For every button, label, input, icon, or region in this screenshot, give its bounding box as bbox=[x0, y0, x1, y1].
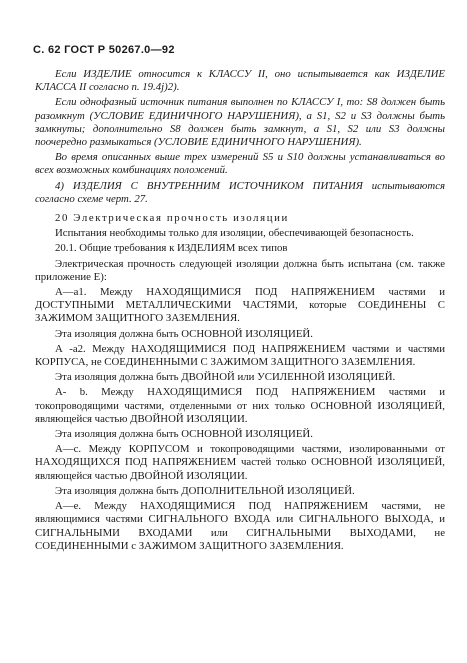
note-basic-insulation-1: Эта изоляция должна быть ОСНОВНОЙ ИЗОЛЯЦИЕЙ. bbox=[55, 327, 313, 340]
note-supplementary: Эта изоляция должна быть ДОПОЛНИТЕЛЬНОЙ ИЗОЛЯЦИЕЙ. bbox=[55, 484, 355, 497]
document-body bbox=[35, 68, 445, 555]
section-heading-20: 20 Электрическая прочность изоляции bbox=[55, 212, 289, 225]
item-a-e: А—е. Между НАХОДЯЩИМИСЯ ПОД НАПРЯЖЕНИЕМ частями, не являющимися частями СИГНАЛЬНОГО ВХОДА или СИГНАЛЬНОГО ВЫХОДА, и СИГНАЛЬНЫМИ ВХОДАМИ или СИГНАЛЬНЫМИ ВЫХОДАМИ, не СОЕДИНЕННЫМИ с ЗАЖИМОМ ЗАЩИТНОГО ЗАЗЕМЛЕНИЯ. bbox=[35, 500, 445, 552]
item-a-a2: А -а2. Между НАХОДЯЩИМИСЯ ПОД НАПРЯЖЕНИЕМ частями и частями КОРПУСА, не СОЕДИНЕННЫМИ С ЗАЖИМОМ ЗАЩИТНОГО ЗАЗЕМЛЕНИЯ. bbox=[35, 342, 445, 369]
note-double-reinforced: Эта изоляция должна быть ДВОЙНОЙ или УСИЛЕННОЙ ИЗОЛЯЦИЕЙ. bbox=[55, 371, 396, 384]
paragraph-three-measurements: Во время описанных выше трех измерений S5 и S10 должны устанавливаться во всех возможных комбинациях положений. bbox=[35, 151, 445, 177]
page-header: С. 62 ГОСТ Р 50267.0—92 bbox=[33, 44, 175, 56]
paragraph-tests-needed: Испытания необходимы только для изоляции, обеспечивающей безопасность. bbox=[55, 227, 414, 240]
paragraph-single-phase-class-i: Если однофазный источник питания выполнен по КЛАССУ I, то: S8 должен быть разомкнут (УСЛОВИЕ ЕДИНИЧНОГО НАРУШЕНИЯ), а S1, S2 и S3 должны быть замкнуты; дополнительно S8 должен быть замкнут, а S1, S2 или S3 должны поочередно размыкаться (УСЛОВИЕ ЕДИНИЧНОГО НАРУШЕНИЯ). bbox=[35, 96, 445, 149]
paragraph-insulation-tested: Электрическая прочность следующей изоляции должна быть испытана (см. также приложение Е): bbox=[35, 257, 445, 283]
item-a-a1: А—а1. Между НАХОДЯЩИМИСЯ ПОД НАПРЯЖЕНИЕМ частями и ДОСТУПНЫМИ МЕТАЛЛИЧЕСКИМИ ЧАСТЯМИ, которые СОЕДИНЕНЫ С ЗАЖИМОМ ЗАЩИТНОГО ЗАЗЕМЛЕНИЯ. bbox=[35, 286, 445, 325]
paragraph-internal-power: 4) ИЗДЕЛИЯ С ВНУТРЕННИМ ИСТОЧНИКОМ ПИТАНИЯ испытываются согласно схеме черт. 27. bbox=[35, 179, 445, 205]
subsection-heading-20-1: 20.1. Общие требования к ИЗДЕЛИЯМ всех типов bbox=[55, 242, 288, 255]
paragraph-class-ii: Если ИЗДЕЛИЕ относится к КЛАССУ II, оно испытывается как ИЗДЕЛИЕ КЛАССА II согласно п. 19.4j)2). bbox=[35, 68, 445, 94]
note-basic-insulation-2: Эта изоляция должна быть ОСНОВНОЙ ИЗОЛЯЦИЕЙ. bbox=[55, 428, 313, 441]
item-a-c: А—с. Между КОРПУСОМ и токопроводящими частями, изолированными от НАХОДЯЩИХСЯ ПОД НАПРЯЖЕНИЕМ частей только ОСНОВНОЙ ИЗОЛЯЦИЕЙ, являющейся частью ДВОЙНОЙ ИЗОЛЯЦИИ. bbox=[35, 443, 445, 482]
item-a-b: А- b. Между НАХОДЯЩИМИСЯ ПОД НАПРЯЖЕНИЕМ частями и токопроводящими частями, отделенными от них только ОСНОВНОЙ ИЗОЛЯЦИЕЙ, являющейся частью ДВОЙНОЙ ИЗОЛЯЦИИ. bbox=[35, 386, 445, 425]
